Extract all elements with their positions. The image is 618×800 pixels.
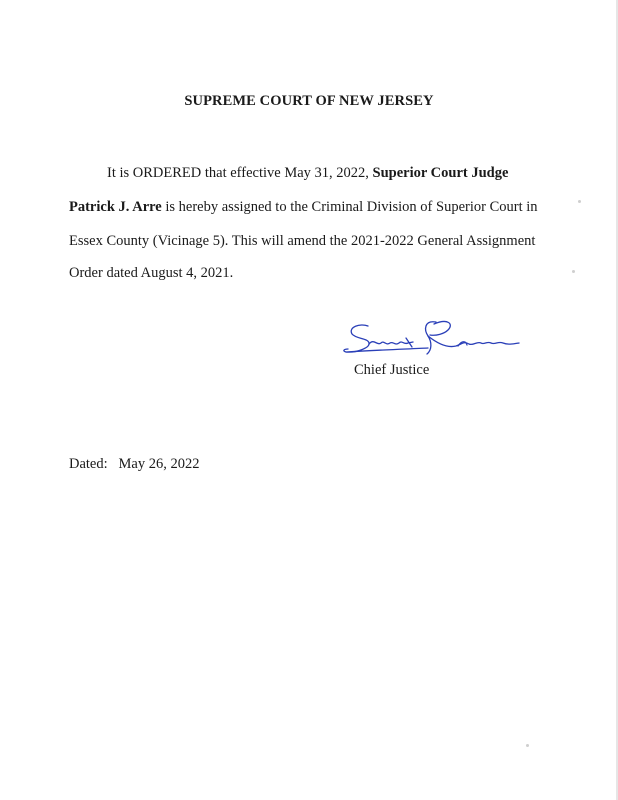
scan-speck (578, 200, 581, 203)
order-line-4: Order dated August 4, 2021. (69, 265, 234, 281)
order-line-1 (107, 165, 508, 182)
order-line-2-text: is hereby assigned to the Criminal Division of Superior Court in (161, 199, 538, 215)
scan-speck (526, 744, 529, 747)
order-judge-title: Superior Court Judge (372, 165, 509, 181)
court-title: SUPREME COURT OF NEW JERSEY (184, 93, 434, 109)
chief-justice-title: Chief Justice (354, 362, 430, 378)
order-line-2 (69, 199, 538, 216)
dated-line: Dated: May 26, 2022 (69, 456, 200, 472)
order-judge-name: Patrick J. Arre (69, 199, 162, 215)
scan-speck (572, 270, 575, 273)
order-line-3: Essex County (Vicinage 5). This will amend the 2021-2022 General Assignment (69, 233, 536, 249)
handwritten-signature (338, 314, 528, 364)
order-line-1-text: It is ORDERED that effective May 31, 2022, (107, 165, 373, 181)
